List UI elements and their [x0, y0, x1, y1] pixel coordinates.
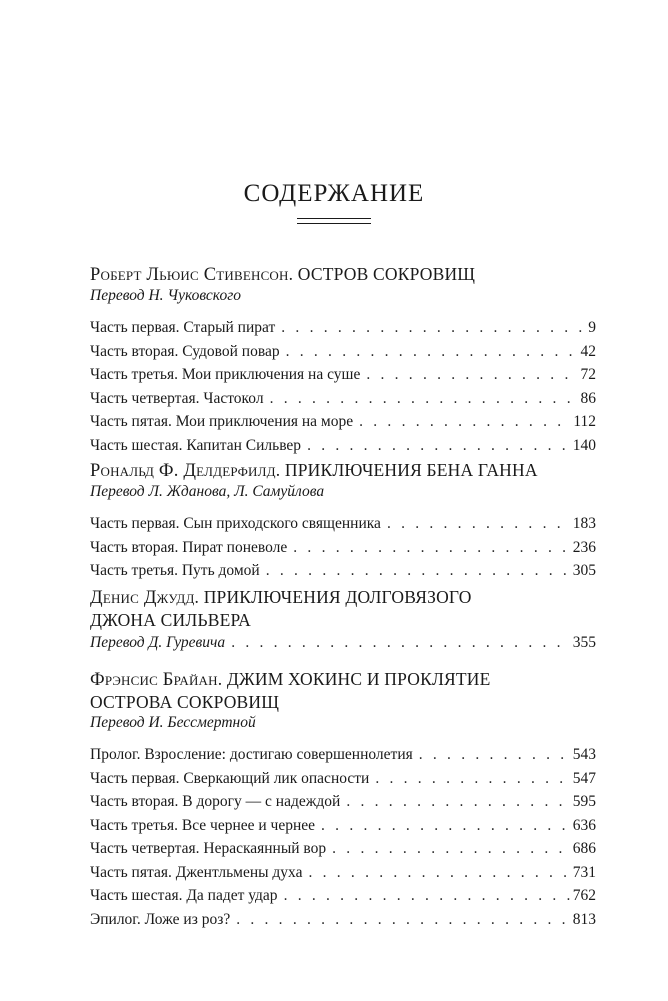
toc-entry[interactable] — [90, 512, 596, 536]
dot-leader — [359, 410, 571, 434]
book-title: . ОСТРОВ СОКРОВИЩ — [288, 264, 476, 284]
entry-label: Часть вторая. В дорогу — с надеждой — [90, 793, 341, 810]
entry-label: Часть третья. Мои приключения на суше — [90, 366, 361, 383]
toc-entry[interactable] — [90, 631, 596, 655]
entry-label: Часть четвертая. Нераскаянный вор — [90, 840, 327, 857]
toc-entry[interactable] — [90, 559, 596, 583]
dot-leader — [375, 767, 570, 791]
entry-label: Часть первая. Сверкающий лик опасности — [90, 769, 370, 787]
section-heading — [90, 263, 596, 286]
toc-entry[interactable] — [90, 316, 596, 340]
toc-entry[interactable] — [90, 884, 596, 908]
author-name: Фрэнсис Брайан — [90, 670, 218, 690]
section-heading — [90, 586, 596, 609]
toc-entry[interactable] — [90, 363, 596, 387]
entry-page: 595 — [572, 793, 596, 810]
entry-label: Часть шестая. Да падет удар — [90, 887, 278, 904]
book-title-continued: ДЖОНА СИЛЬВЕРА — [90, 610, 251, 630]
page-title: СОДЕРЖАНИЕ — [243, 180, 425, 207]
translator: Перевод Л. Жданова, Л. Самуйлова — [90, 483, 325, 500]
translator: Перевод И. Бессмертной — [90, 714, 256, 731]
section-heading — [90, 668, 596, 691]
dot-leader — [281, 316, 586, 340]
dot-leader — [236, 908, 571, 932]
entry-page: 112 — [573, 413, 596, 430]
book-title-continued: ОСТРОВА СОКРОВИЩ — [90, 692, 280, 712]
toc-entry[interactable] — [90, 536, 596, 560]
entry-page: 183 — [572, 515, 596, 532]
toc-entry[interactable] — [90, 340, 596, 364]
entry-page: 636 — [572, 816, 596, 834]
entry-page: 9 — [588, 319, 596, 336]
toc-entry[interactable] — [90, 837, 596, 861]
dot-leader — [266, 559, 571, 583]
dot-leader — [366, 363, 578, 387]
entry-page: 86 — [580, 389, 596, 407]
title-rule-top — [297, 218, 371, 219]
toc-entry[interactable] — [90, 767, 596, 791]
toc-section-stevenson — [90, 263, 596, 457]
toc-section-delderfield — [90, 459, 596, 583]
dot-leader — [293, 536, 570, 560]
toc-section-judd — [90, 586, 596, 655]
dot-leader — [286, 340, 579, 364]
author-name: Денис Джудд — [90, 588, 195, 608]
translator: Перевод Н. Чуковского — [90, 287, 242, 304]
toc-entry[interactable] — [90, 908, 596, 932]
entry-page: 731 — [572, 863, 596, 881]
toc-entry[interactable] — [90, 814, 596, 838]
dot-leader — [332, 837, 571, 861]
entry-page: 547 — [572, 769, 596, 787]
section-heading — [90, 459, 596, 482]
entry-page: 355 — [572, 634, 596, 651]
toc-entry[interactable] — [90, 410, 596, 434]
toc-entry[interactable] — [90, 790, 596, 814]
entry-page: 72 — [580, 366, 596, 383]
entry-page: 686 — [572, 840, 596, 857]
toc-entry[interactable] — [90, 861, 596, 885]
entry-label: Часть шестая. Капитан Сильвер — [90, 436, 302, 454]
book-title: . ДЖИМ ХОКИНС И ПРОКЛЯТИЕ — [217, 669, 491, 689]
entry-page: 305 — [572, 562, 596, 579]
toc-entry[interactable] — [90, 743, 596, 767]
dot-leader — [284, 884, 571, 908]
author-name: Рональд Ф. Делдерфилд — [90, 461, 276, 481]
entry-page: 236 — [572, 538, 596, 556]
dot-leader — [346, 790, 570, 814]
entry-label: Пролог. Взросление: достигаю совершеннолетия — [90, 746, 413, 763]
entry-page: 762 — [572, 887, 596, 904]
translator: Перевод Д. Гуревича — [90, 634, 226, 651]
book-title: . ПРИКЛЮЧЕНИЯ ДОЛГОВЯЗОГО — [194, 587, 472, 607]
toc-entry[interactable] — [90, 434, 596, 458]
entry-page: 42 — [580, 342, 596, 360]
entry-label: Часть пятая. Джентльмены духа — [90, 863, 303, 881]
dot-leader — [231, 631, 571, 655]
entry-page: 140 — [572, 436, 596, 454]
dot-leader — [270, 387, 579, 411]
book-title: . ПРИКЛЮЧЕНИЯ БЕНА ГАННА — [275, 460, 538, 480]
entry-label: Часть четвертая. Частокол — [90, 389, 264, 407]
entry-page: 543 — [572, 746, 596, 763]
entry-label: Часть первая. Сын приходского священника — [90, 515, 381, 532]
entry-page: 813 — [572, 910, 596, 928]
dot-leader — [387, 512, 571, 536]
entry-label: Часть пятая. Мои приключения на море — [90, 413, 354, 430]
dot-leader — [419, 743, 571, 767]
entry-label: Часть вторая. Судовой повар — [90, 342, 280, 360]
entry-label: Часть третья. Путь домой — [90, 562, 260, 579]
dot-leader — [321, 814, 571, 838]
toc-section-bryan — [90, 668, 596, 931]
entry-label: Часть вторая. Пират поневоле — [90, 538, 288, 556]
dot-leader — [307, 434, 571, 458]
entry-label: Эпилог. Ложе из роз? — [90, 910, 231, 928]
entry-label: Часть третья. Все чернее и чернее — [90, 816, 316, 834]
entry-label: Часть первая. Старый пират — [90, 319, 276, 336]
toc-entry[interactable] — [90, 387, 596, 411]
dot-leader — [308, 861, 570, 885]
title-rule-bottom — [297, 223, 371, 224]
author-name: Роберт Льюис Стивенсон — [90, 265, 289, 285]
